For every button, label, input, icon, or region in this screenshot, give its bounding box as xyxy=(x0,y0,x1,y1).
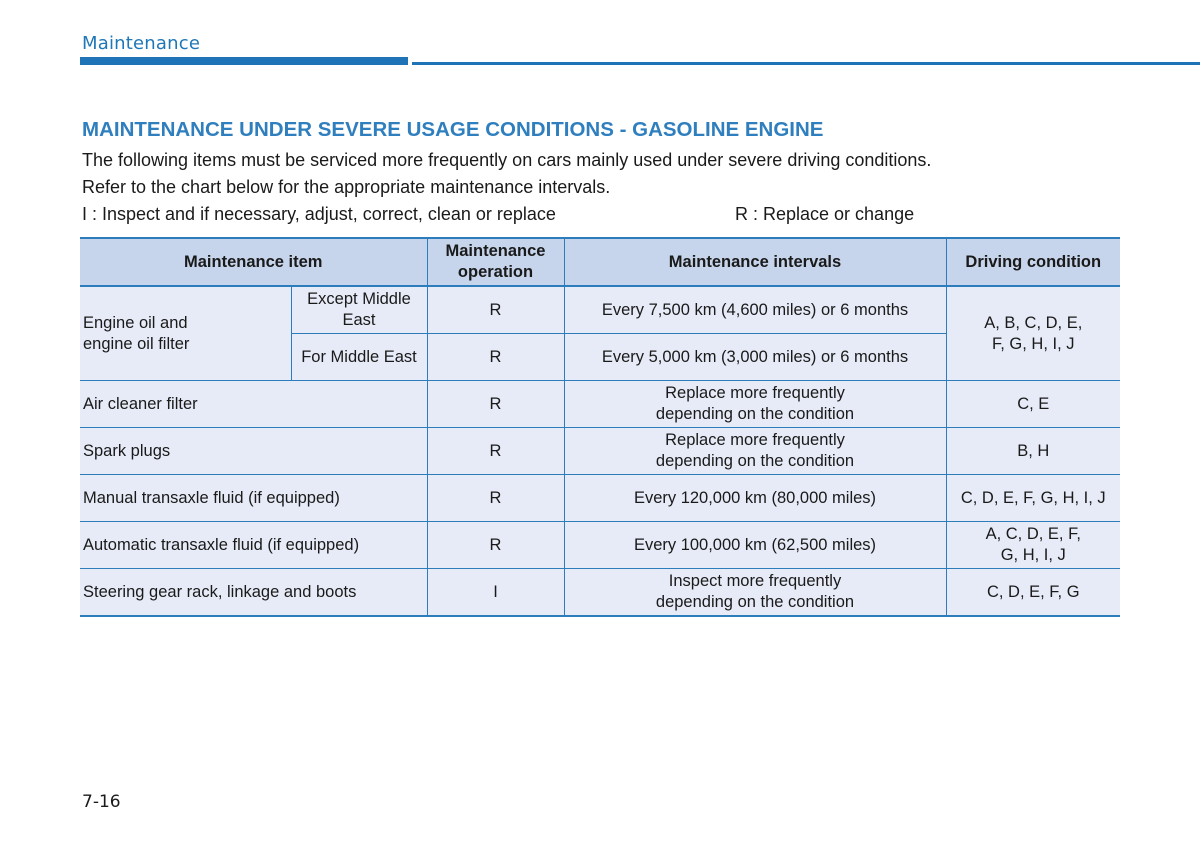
item-cell: Manual transaxle fluid (if equipped) xyxy=(80,475,427,522)
condition-cell: C, D, E, F, G, H, I, J xyxy=(946,475,1120,522)
engine-oil-region-line1: Except Middle xyxy=(307,290,411,308)
operation-cell: R xyxy=(427,286,564,334)
header-maintenance-intervals: Maintenance intervals xyxy=(564,238,946,286)
engine-oil-region-cell: For Middle East xyxy=(291,334,427,381)
interval-line1: Inspect more frequently xyxy=(668,572,842,590)
intro-paragraph-2: Refer to the chart below for the appropriate maintenance intervals. xyxy=(82,177,611,197)
engine-oil-condition-line1: A, B, C, D, E, xyxy=(984,313,1083,332)
interval-line1: Replace more frequently xyxy=(665,384,845,402)
interval-cell xyxy=(564,428,946,475)
item-cell: Steering gear rack, linkage and boots xyxy=(80,569,427,617)
item-cell: Air cleaner filter xyxy=(80,381,427,428)
engine-oil-item-line2: engine oil filter xyxy=(83,334,190,353)
intro-paragraph-1: The following items must be serviced more frequently on cars mainly used under severe driving conditions. xyxy=(82,150,932,170)
legend-inspect: I : Inspect and if necessary, adjust, correct, clean or replace xyxy=(82,204,556,224)
interval-line2: depending on the condition xyxy=(655,405,855,423)
page-heading: MAINTENANCE UNDER SEVERE USAGE CONDITIONS - GASOLINE ENGINE xyxy=(82,118,824,141)
header-operation-line1: Maintenance xyxy=(445,242,546,260)
header-operation-line2: operation xyxy=(457,263,534,281)
condition-cell: C, D, E, F, G xyxy=(946,569,1120,617)
item-cell: Spark plugs xyxy=(80,428,427,475)
interval-line1: Replace more frequently xyxy=(665,431,845,449)
table-row xyxy=(80,522,1120,569)
header-driving-condition: Driving condition xyxy=(946,238,1120,286)
interval-cell: Every 7,500 km (4,600 miles) or 6 months xyxy=(564,286,946,334)
operation-cell: R xyxy=(427,334,564,381)
engine-oil-region-cell xyxy=(291,286,427,334)
interval-cell: Every 120,000 km (80,000 miles) xyxy=(564,475,946,522)
table-row xyxy=(80,428,1120,475)
operation-cell: R xyxy=(427,428,564,475)
header-rule-thick xyxy=(80,57,408,65)
header-maintenance-operation xyxy=(427,238,564,286)
operation-cell: R xyxy=(427,475,564,522)
operation-cell: I xyxy=(427,569,564,617)
condition-cell xyxy=(946,522,1120,569)
interval-line2: depending on the condition xyxy=(655,452,855,470)
condition-line2: G, H, I, J xyxy=(1000,546,1066,564)
operation-cell: R xyxy=(427,381,564,428)
item-cell: Automatic transaxle fluid (if equipped) xyxy=(80,522,427,569)
engine-oil-condition-line2: F, G, H, I, J xyxy=(991,334,1075,353)
table-row xyxy=(80,286,1120,334)
header-rule-thin xyxy=(412,62,1200,65)
condition-line1: A, C, D, E, F, xyxy=(985,525,1081,543)
engine-oil-region-line2: East xyxy=(342,311,376,329)
header-maintenance-item: Maintenance item xyxy=(80,238,427,286)
interval-line2: depending on the condition xyxy=(655,593,855,611)
engine-oil-condition-cell xyxy=(946,286,1120,381)
page-number: 7-16 xyxy=(82,792,121,812)
table-row xyxy=(80,475,1120,522)
legend-replace: R : Replace or change xyxy=(735,204,915,224)
interval-cell: Every 5,000 km (3,000 miles) or 6 months xyxy=(564,334,946,381)
interval-cell: Every 100,000 km (62,500 miles) xyxy=(564,522,946,569)
table-row xyxy=(80,381,1120,428)
engine-oil-item-cell xyxy=(80,286,291,381)
table-row xyxy=(80,569,1120,617)
operation-cell: R xyxy=(427,522,564,569)
condition-cell: C, E xyxy=(946,381,1120,428)
interval-cell xyxy=(564,381,946,428)
interval-cell xyxy=(564,569,946,617)
engine-oil-item-line1: Engine oil and xyxy=(83,313,188,332)
table-header-row xyxy=(80,238,1120,286)
condition-cell: B, H xyxy=(946,428,1120,475)
maintenance-table xyxy=(80,237,1120,617)
section-title: Maintenance xyxy=(82,33,201,54)
